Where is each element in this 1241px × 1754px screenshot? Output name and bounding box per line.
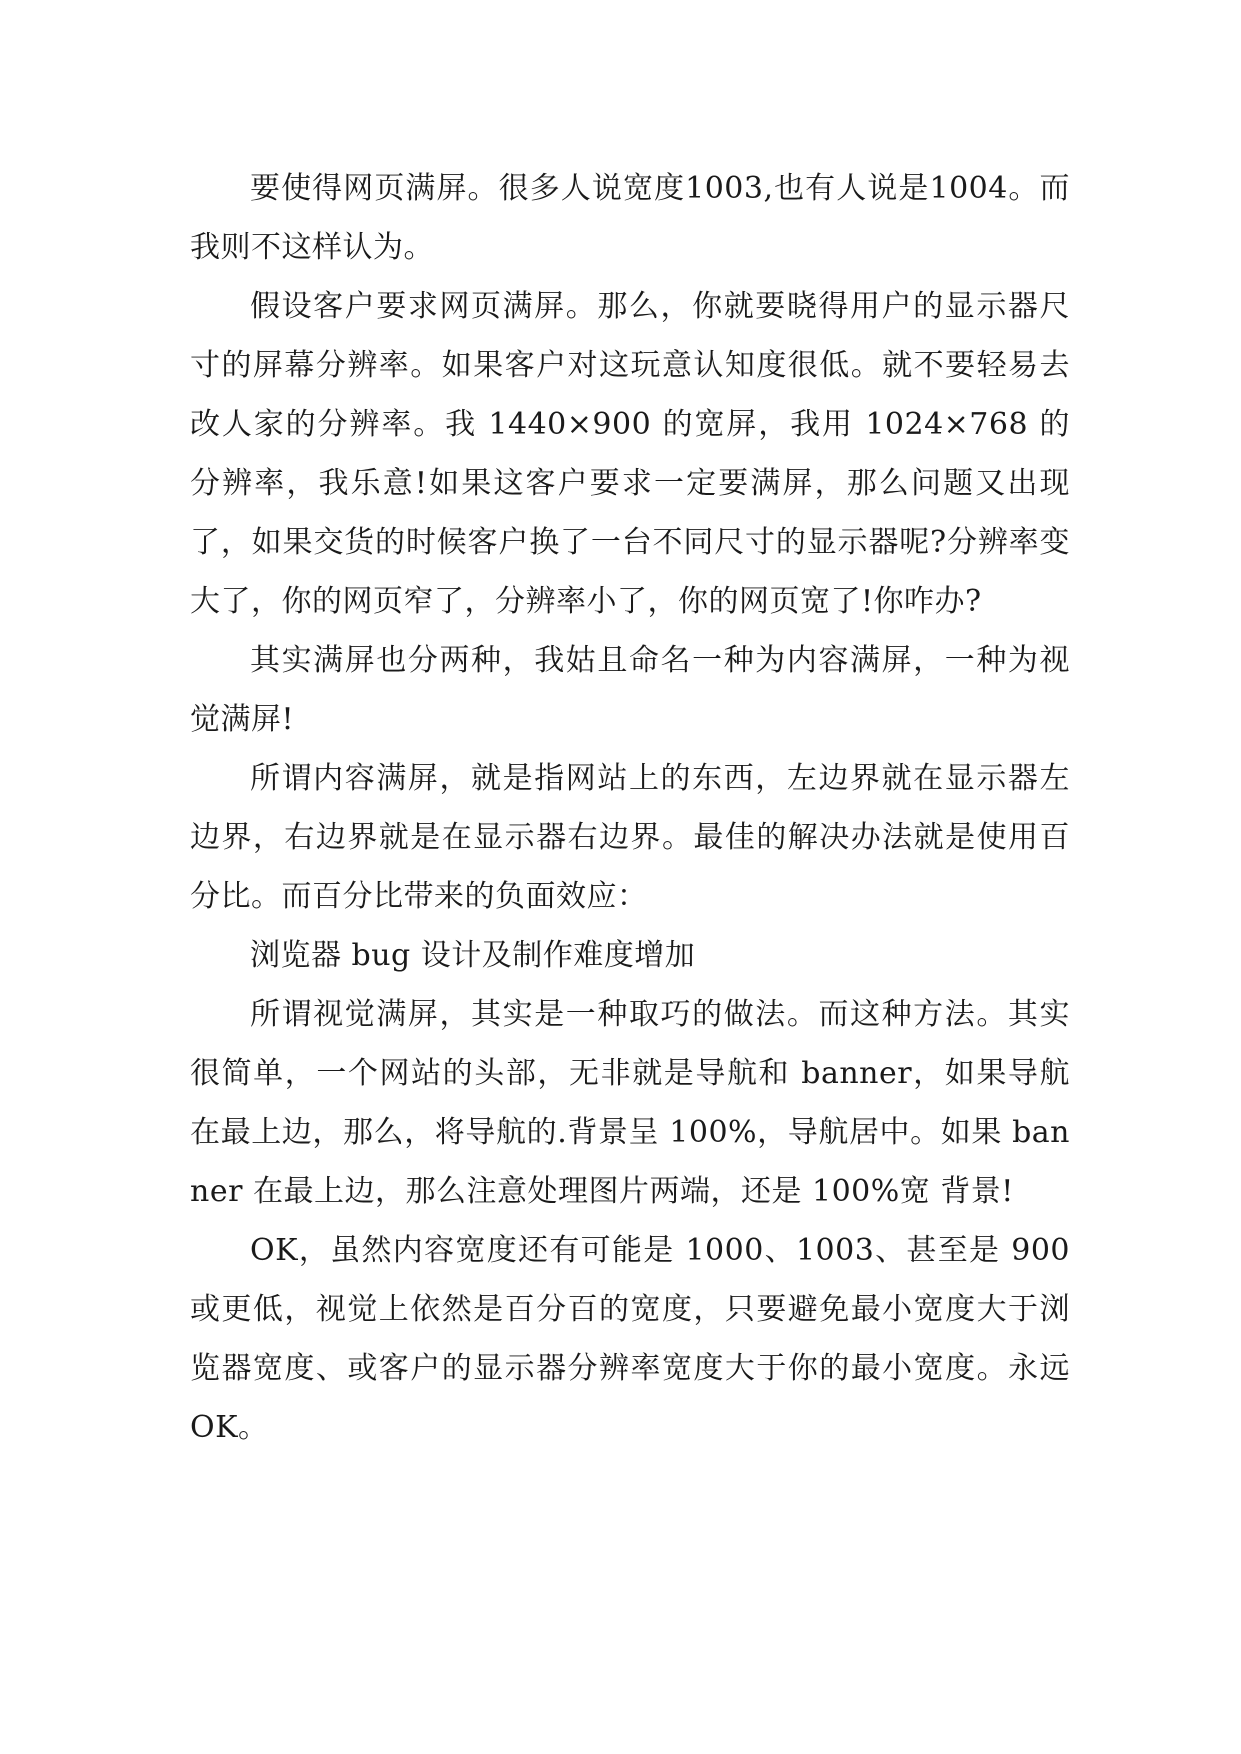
paragraph-3: 其实满屏也分两种，我姑且命名一种为内容满屏，一种为视觉满屏! (190, 643, 1070, 737)
paragraph-4: 所谓内容满屏，就是指网站上的东西，左边界就在显示器左边界，右边界就是在显示器右边界。最佳的解决办法就是使用百分比。而百分比带来的负面效应： (190, 761, 1070, 914)
paragraph-1: 要使得网页满屏。很多人说宽度1003,也有人说是1004。而我则不这样认为。 (190, 171, 1070, 265)
paragraph-5: 浏览器 bug 设计及制作难度增加 (250, 938, 696, 973)
document-body (190, 159, 1070, 1457)
paragraph-2: 假设客户要求网页满屏。那么，你就要晓得用户的显示器尺寸的屏幕分辨率。如果客户对这玩意认知度很低。就不要轻易去改人家的分辨率。我 1440×900 的宽屏，我用 1024×768 的分辨率，我乐意!如果这客户要求一定要满屏，那么问题又出现了，如果交货的时候客户换了一台不同尺寸的显示器呢?分辨率变大了，你的网页窄了，分辨率小了，你的网页宽了!你咋办? (190, 289, 1070, 619)
paragraph-6: 所谓视觉满屏，其实是一种取巧的做法。而这种方法。其实很简单，一个网站的头部，无非就是导航和 banner，如果导航在最上边，那么，将导航的.背景呈 100%，导航居中。如果 banner 在最上边，那么注意处理图片两端，还是 100%宽 背景! (190, 997, 1070, 1209)
paragraph-7: OK，虽然内容宽度还有可能是 1000、1003、甚至是 900 或更低，视觉上依然是百分百的宽度，只要避免最小宽度大于浏览器宽度、或客户的显示器分辨率宽度大于你的最小宽度。永远 OK。 (190, 1233, 1070, 1445)
